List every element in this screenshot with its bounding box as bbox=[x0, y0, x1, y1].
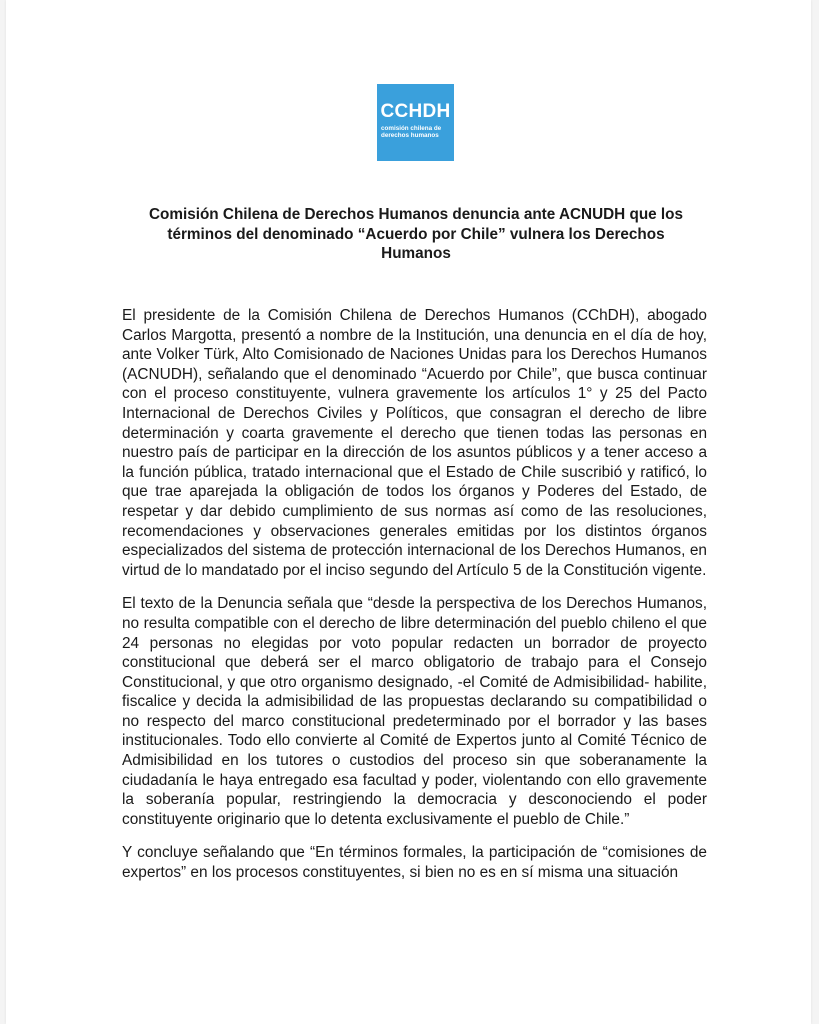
title-line-1: Comisión Chilena de Derechos Humanos denuncia ante ACNUDH que los bbox=[148, 206, 684, 223]
cchdh-logo bbox=[377, 84, 454, 161]
logo-subtitle-line1: comisión chilena de bbox=[381, 125, 442, 132]
document-title bbox=[126, 205, 706, 264]
document-page bbox=[6, 0, 811, 1024]
paragraph-3: Y concluye señalando que “En términos formales, la participación de “comisiones de expertos” en los procesos constituyentes, si bien no es en sí misma una situación bbox=[122, 844, 707, 882]
logo-subtitle-line2: derechos humanos bbox=[381, 132, 439, 139]
paragraph-1: El presidente de la Comisión Chilena de Derechos Humanos (CChDH), abogado Carlos Margotta, presentó a nombre de la Institución, una denuncia en el día de hoy, ante Volker Türk, Alto Comisionado de Naciones Unidas para los Derechos Humanos (ACNUDH), señalando que el denominado “Acuerdo por Chile”, que busca continuar con el proceso constituyente, vulnera gravemente los artículos 1° y 25 del Pacto Internacional de Derechos Civiles y Políticos, que consagran el derecho de libre determinación y coarta gravemente el derecho que tienen todas las personas en nuestro país de participar en la dirección de los asuntos públicos y a tener acceso a la función pública, tratado internacional que el Estado de Chile suscribió y ratificó, lo que trae aparejada la obligación de todos los órganos y Poderes del Estado, de respetar y dar debido cumplimiento de sus normas así como de las resoluciones, recomendaciones y observaciones generales emitidas por los distintos órganos especializados del sistema de protección internacional de los Derechos Humanos, en virtud de lo mandatado por el inciso segundo del Artículo 5 de la Constitución vigente. bbox=[122, 307, 707, 579]
title-line-2: términos del denominado “Acuerdo por Chile” vulnera los Derechos bbox=[167, 225, 665, 243]
logo-mark: CCHDH bbox=[380, 101, 451, 122]
paragraph-2: El texto de la Denuncia señala que “desde la perspectiva de los Derechos Humanos, no resulta compatible con el derecho de libre determinación del pueblo chileno el que 24 personas no elegidas por voto popular redacten un borrador de proyecto constitucional que deberá ser el marco obligatorio de trabajo para el Consejo Constitucional, y que otro organismo designado, -el Comité de Admisibilidad- habilite, fiscalice y decida la admisibilidad de las propuestas declarando su compatibilidad o no respecto del marco constitucional predeterminado por el borrador y las bases institucionales. Todo ello convierte al Comité de Expertos junto al Comité Técnico de Admisibilidad en los tutores o custodios del proceso sin que soberanamente la ciudadanía le haya entregado esa facultad y poder, violentando con ello gravemente la soberanía popular, restringiendo la democracia y desconociendo el poder constituyente originario que lo detenta exclusivamente el pueblo de Chile.” bbox=[122, 595, 707, 828]
title-line-3: Humanos bbox=[381, 245, 451, 262]
document-body bbox=[122, 306, 707, 897]
